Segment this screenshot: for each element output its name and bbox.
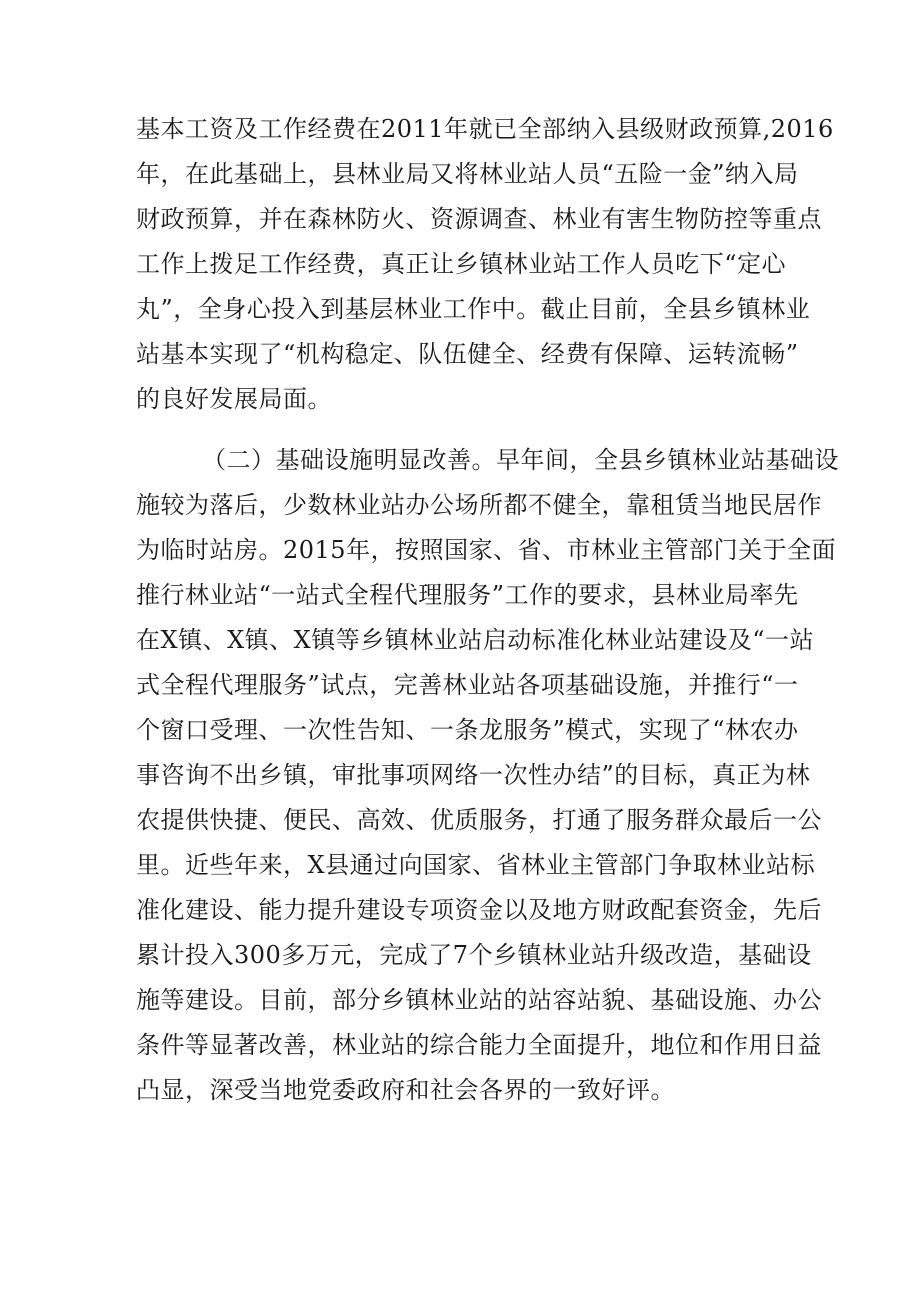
paragraph-2-line-14: 条件等显著改善，林业站的综合能力全面提升，地位和作用日益 xyxy=(136,1031,822,1059)
paragraph-2-line-8: 事咨询不出乡镇，审批事项网络一次性办结”的目标，真正为林 xyxy=(136,761,811,789)
paragraph-2-line-13: 施等建设。目前，部分乡镇林业站的站容站貌、基础设施、办公 xyxy=(136,986,822,1014)
paragraph-2-line-15: 凸显，深受当地党委政府和社会各界的一致好评。 xyxy=(136,1076,675,1104)
paragraph-2-line-3: 为临时站房。2015年，按照国家、省、市林业主管部门关于全面 xyxy=(136,536,837,564)
paragraph-1-line-2: 年，在此基础上，县林业局又将林业站人员“五险一金”纳入局 xyxy=(136,160,799,188)
paragraph-1-line-1: 基本工资及工作经费在2011年就已全部纳入县级财政预算,2016 xyxy=(136,115,834,143)
paragraph-1-line-6: 站基本实现了“机构稳定、队伍健全、经费有保障、运转流畅” xyxy=(136,340,799,368)
document-body xyxy=(136,114,839,1174)
paragraph-2-line-2: 施较为落后，少数林业站办公场所都不健全，靠租赁当地民居作 xyxy=(136,491,822,519)
paragraph-2-line-1: （二）基础设施明显改善。早年间，全县乡镇林业站基础设 xyxy=(202,446,839,474)
paragraph-2-line-12: 累计投入300多万元，完成了7个乡镇林业站升级改造，基础设 xyxy=(136,941,812,969)
paragraph-1-line-5: 丸”，全身心投入到基层林业工作中。截止目前，全县乡镇林业 xyxy=(136,295,811,323)
paragraph-2-line-7: 个窗口受理、一次性告知、一条龙服务”模式，实现了“林农办 xyxy=(136,716,799,744)
paragraph-2-line-9: 农提供快捷、便民、高效、优质服务，打通了服务群众最后一公 xyxy=(136,806,822,834)
paragraph-2-line-5: 在X镇、X镇、X镇等乡镇林业站启动标准化林业站建设及“一站 xyxy=(136,626,815,654)
paragraph-1-line-7: 的良好发展局面。 xyxy=(136,385,332,413)
paragraph-2-line-11: 准化建设、能力提升建设专项资金以及地方财政配套资金，先后 xyxy=(136,896,822,924)
paragraph-1-line-3: 财政预算，并在森林防火、资源调查、林业有害生物防控等重点 xyxy=(136,205,822,233)
paragraph-2-line-10: 里。近些年来，X县通过向国家、省林业主管部门争取林业站标 xyxy=(136,851,816,879)
paragraph-2-line-4: 推行林业站“一站式全程代理服务”工作的要求，县林业局率先 xyxy=(136,581,799,609)
paragraph-2-line-6: 式全程代理服务”试点，完善林业站各项基础设施，并推行“一 xyxy=(136,671,799,699)
paragraph-1-line-4: 工作上拨足工作经费，真正让乡镇林业站工作人员吃下“定心 xyxy=(136,250,786,278)
